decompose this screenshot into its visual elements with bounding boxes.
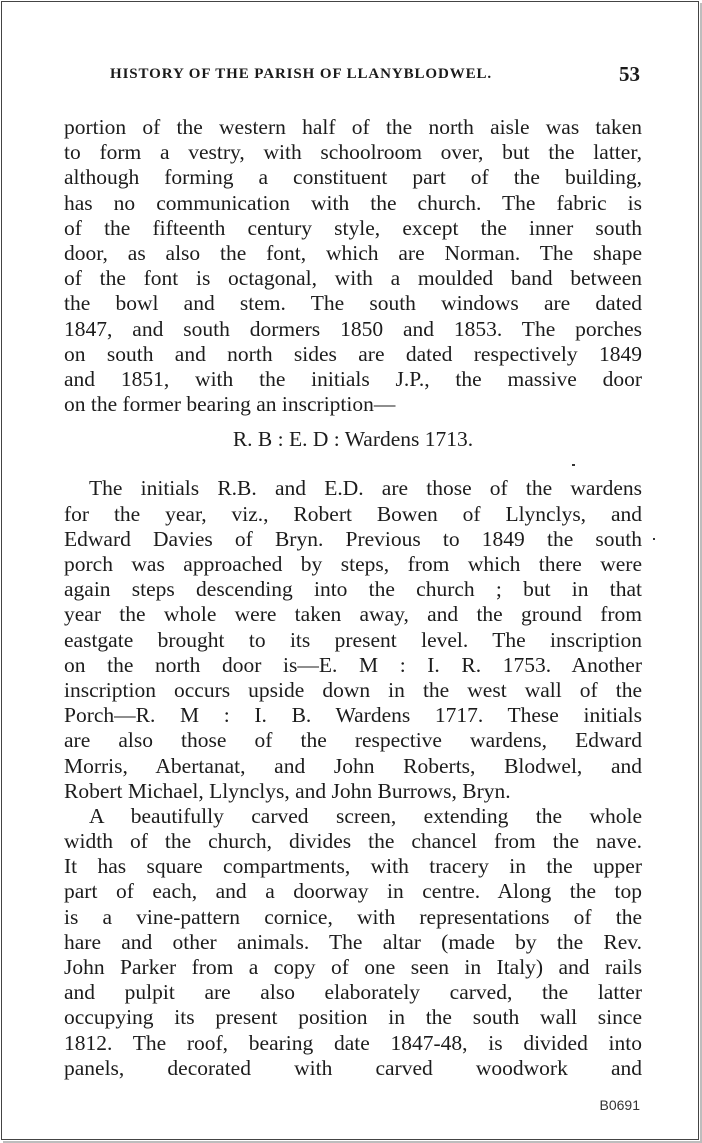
text-line: portion of the western half of the north aisle was taken bbox=[64, 115, 642, 139]
text-line: to form a vestry, with schoolroom over, but the latter, bbox=[64, 140, 642, 165]
paragraph-vestry bbox=[64, 115, 642, 417]
running-title: HISTORY OF THE PARISH OF LLANYBLODWEL. bbox=[110, 66, 493, 82]
text-line: on south and north sides are dated respectively 1849 bbox=[64, 341, 642, 366]
text-line: year the whole were taken away, and the ground from bbox=[64, 602, 642, 627]
text-line: and pulpit are also elaborately carved, the latter bbox=[64, 980, 642, 1005]
text-line: part of each, and a doorway in centre. Along the top bbox=[64, 879, 642, 904]
scan-speck bbox=[572, 464, 575, 466]
text-line: on the former bearing an inscription— bbox=[64, 392, 396, 417]
paragraph-screen bbox=[64, 804, 642, 1081]
text-line: A beautifully carved screen, extending the whole bbox=[89, 803, 642, 828]
text-line: on the north door is—E. M : I. R. 1753. Another bbox=[64, 652, 642, 677]
text-line: Edward Davies of Bryn. Previous to 1849 the south bbox=[64, 526, 642, 551]
text-line: is a vine-pattern cornice, with representations of the bbox=[64, 904, 642, 929]
text-line: Robert Michael, Llynclys, and John Burrows, Bryn. bbox=[64, 778, 511, 803]
text-line: door, as also the font, which are Norman. The shape bbox=[64, 240, 642, 265]
text-line: eastgate brought to its present level. The inscription bbox=[64, 627, 642, 652]
text-line: The initials R.B. and E.D. are those of the wardens bbox=[89, 476, 642, 501]
text-line: although forming a constituent part of the building, bbox=[64, 165, 642, 190]
page-header bbox=[110, 62, 640, 88]
text-line: again steps descending into the church ; but in that bbox=[64, 577, 642, 602]
body-text bbox=[64, 115, 642, 1081]
text-line: of the fifteenth century style, except the inner south bbox=[64, 215, 642, 240]
archive-stamp: B0691 bbox=[599, 1097, 640, 1113]
text-line: the bowl and stem. The south windows are dated bbox=[64, 291, 642, 316]
document-page bbox=[1, 1, 699, 1140]
text-line: It has square compartments, with tracery in the upper bbox=[64, 854, 642, 879]
text-line: has no communication with the church. The fabric is bbox=[64, 190, 642, 215]
text-line: hare and other animals. The altar (made by the Rev. bbox=[64, 929, 642, 954]
text-line: panels, decorated with carved woodwork and bbox=[64, 1055, 642, 1080]
text-line: Morris, Abertanat, and John Roberts, Blodwel, and bbox=[64, 753, 642, 778]
text-line: 1812. The roof, bearing date 1847-48, is divided into bbox=[64, 1030, 642, 1055]
text-line: width of the church, divides the chancel from the nave. bbox=[64, 829, 642, 854]
scan-speck bbox=[653, 538, 655, 540]
text-line: occupying its present position in the south wall since bbox=[64, 1005, 642, 1030]
text-line: and 1851, with the initials J.P., the massive door bbox=[64, 366, 642, 391]
inscription-block bbox=[64, 427, 642, 452]
text-line: 1847, and south dormers 1850 and 1853. The porches bbox=[64, 316, 642, 341]
text-line: porch was approached by steps, from which there were bbox=[64, 552, 642, 576]
page-number: 53 bbox=[619, 62, 640, 86]
text-line: for the year, viz., Robert Bowen of Llynclys, and bbox=[64, 501, 642, 526]
text-line: of the font is octagonal, with a moulded band between bbox=[64, 266, 642, 291]
text-line: are also those of the respective wardens, Edward bbox=[64, 728, 642, 753]
paragraph-initials bbox=[64, 476, 642, 803]
inscription-line: R. B : E. D : Wardens 1713. bbox=[232, 427, 474, 452]
text-line: Porch—R. M : I. B. Wardens 1717. These initials bbox=[64, 703, 642, 728]
text-line: John Parker from a copy of one seen in Italy) and rails bbox=[64, 955, 642, 979]
text-line: inscription occurs upside down in the west wall of the bbox=[64, 677, 642, 702]
